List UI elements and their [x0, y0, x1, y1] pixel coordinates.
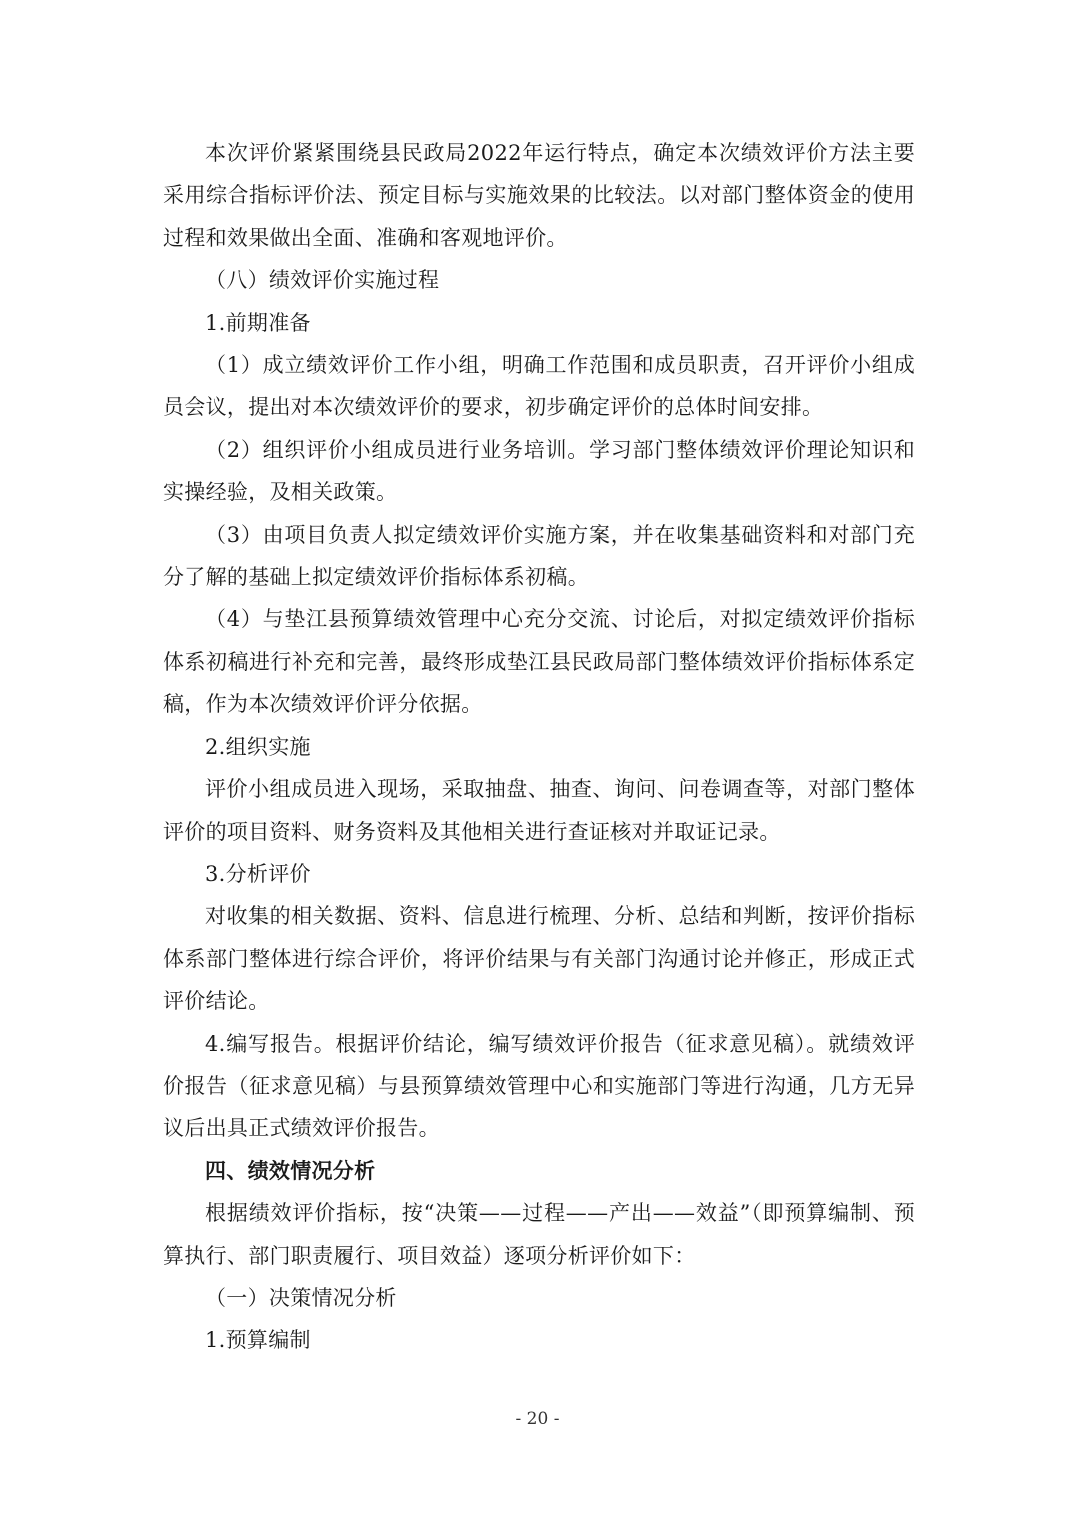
paragraph-analysis: 对收集的相关数据、资料、信息进行梳理、分析、总结和判断，按评价指标体系部门整体进行综合评价，将评价结果与有关部门沟通讨论并修正，形成正式评价结论。 — [163, 904, 915, 1014]
paragraph-step-3: （3）由项目负责人拟定绩效评价实施方案，并在收集基础资料和对部门充分了解的基础上拟定绩效评价指标体系初稿。 — [163, 522, 915, 590]
page-number: - 20 - — [515, 1409, 560, 1429]
section-heading-decision: （一）决策情况分析 — [205, 1285, 397, 1310]
paragraph-organize: 评价小组成员进入现场，采取抽盘、抽查、询问、问卷调查等，对部门整体评价的项目资料、财务资料及其他相关进行查证核对并取证记录。 — [163, 777, 915, 844]
paragraph-analysis-intro: 根据绩效评价指标，按“决策——过程——产出——效益”（即预算编制、预算执行、部门职责履行、项目效益）逐项分析评价如下： — [163, 1201, 915, 1268]
subheading-budget: 1.预算编制 — [205, 1328, 311, 1353]
paragraph-report: 4.编写报告。根据评价结论，编写绩效评价报告（征求意见稿）。就绩效评价报告（征求意见稿）与县预算绩效管理中心和实施部门等进行沟通，几方无异议后出具正式绩效评价报告。 — [163, 1031, 915, 1141]
section-heading-performance-analysis: 四、绩效情况分析 — [205, 1157, 376, 1183]
paragraph-step-2: （2）组织评价小组成员进行业务培训。学习部门整体绩效评价理论知识和实操经验，及相关政策。 — [163, 437, 915, 505]
subheading-organize: 2.组织实施 — [205, 734, 311, 759]
paragraph-evaluation-method: 本次评价紧紧围绕县民政局2022年运行特点，确定本次绩效评价方法主要采用综合指标评价法、预定目标与实施效果的比较法。以对部门整体资金的使用过程和效果做出全面、准确和客观地评价。 — [163, 141, 915, 250]
paragraph-step-4: （4）与垫江县预算绩效管理中心充分交流、讨论后，对拟定绩效评价指标体系初稿进行补充和完善，最终形成垫江县民政局部门整体绩效评价指标体系定稿，作为本次绩效评价评分依据。 — [163, 607, 915, 717]
section-heading-implementation: （八）绩效评价实施过程 — [205, 268, 440, 293]
paragraph-step-1: （1）成立绩效评价工作小组，明确工作范围和成员职责，召开评价小组成员会议，提出对本次绩效评价的要求，初步确定评价的总体时间安排。 — [163, 353, 915, 420]
page-body — [163, 132, 915, 1362]
subheading-analysis: 3.分析评价 — [205, 861, 311, 886]
subheading-preparation: 1.前期准备 — [205, 310, 311, 335]
